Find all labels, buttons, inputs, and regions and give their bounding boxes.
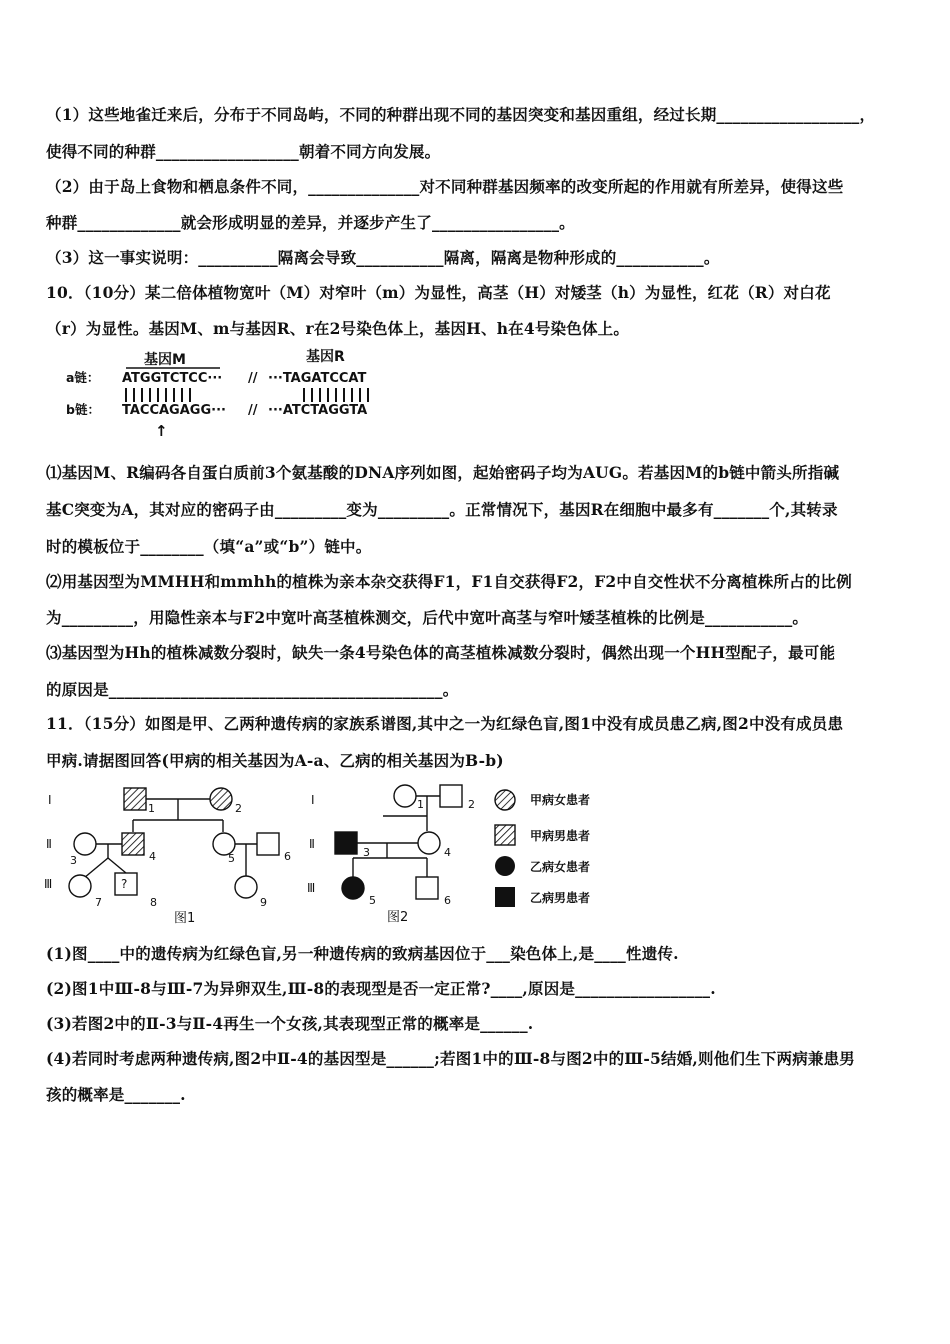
fig2-I1-female bbox=[394, 785, 416, 807]
legend-yi-male-symbol bbox=[495, 887, 515, 907]
q10-sub3-line2: 的原因是__________________________________________。 bbox=[46, 680, 459, 699]
fig1-question-mark: ? bbox=[121, 877, 128, 891]
base-pair-bonds-m bbox=[126, 388, 190, 402]
legend-yi-male-label: 乙病男患者 bbox=[530, 891, 591, 905]
legend-jia-male-symbol bbox=[495, 825, 515, 845]
fig1-num-6: 6 bbox=[284, 850, 291, 863]
fig1-II6-male bbox=[257, 833, 279, 855]
fig1-gen-3: Ⅲ bbox=[44, 877, 53, 891]
fig1-I2-affected-female bbox=[210, 788, 232, 810]
fig2-num-3: 3 bbox=[363, 846, 370, 859]
q10-heading-line2: （r）为显性。基因M、m与基因R、r在2号染色体上，基因H、h在4号染色体上。 bbox=[46, 319, 630, 338]
fig1-II3-female bbox=[74, 833, 96, 855]
b-break-mark: // bbox=[248, 403, 258, 418]
fig1-num-3: 3 bbox=[70, 854, 77, 867]
gene-r-label: 基因R bbox=[306, 349, 345, 365]
q10-heading-line1: 10．（10分）某二倍体植物宽叶（M）对窄叶（m）为显性，高茎（H）对矮茎（h）为显性，红花（R）对白花 bbox=[46, 283, 831, 302]
fig2-III6-male bbox=[416, 877, 438, 899]
q9-part1-line1: （1）这些地雀迁来后，分布于不同岛屿，不同的种群出现不同的基因突变和基因重组，经过长期__________________， bbox=[46, 105, 876, 124]
fig2-num-1: 1 bbox=[417, 798, 424, 811]
q9-part2-line2: 种群_____________就会形成明显的差异，并逐步产生了________________。 bbox=[46, 213, 575, 232]
dna-sequence-figure bbox=[60, 344, 410, 444]
q9-part3: （3）这一事实说明：__________隔离会导致___________隔离，隔离是物种形成的___________。 bbox=[46, 248, 720, 267]
fig1-III7-female bbox=[69, 875, 91, 897]
q10-sub1-line1: ⑴基因M、R编码各自蛋白质前3个氨基酸的DNA序列如图，起始密码子均为AUG。若基因M的b链中箭头所指碱 bbox=[46, 463, 840, 482]
q10-sub2-line1: ⑵用基因型为MMHH和mmhh的植株为亲本杂交获得F1，F1自交获得F2，F2中自交性状不分离植株所占的比例 bbox=[46, 572, 852, 591]
fig2-II3-affected-male bbox=[335, 832, 357, 854]
fig2-III5-affected-female bbox=[342, 877, 364, 899]
q11-heading-line1: 11．（15分）如图是甲、乙两种遗传病的家族系谱图,其中之一为红绿色盲,图1中没有成员患乙病,图2中没有成员患 bbox=[46, 714, 844, 733]
a-break-mark: // bbox=[248, 371, 258, 386]
pedigree-figure-1 bbox=[40, 780, 310, 930]
fig1-caption: 图1 bbox=[174, 911, 196, 926]
legend-yi-female-symbol bbox=[495, 856, 515, 876]
pedigree-legend bbox=[490, 784, 620, 919]
legend-jia-female-symbol bbox=[495, 790, 515, 810]
q11-heading-line2: 甲病.请据图回答(甲病的相关基因为A-a、乙病的相关基因为B-b) bbox=[46, 751, 504, 770]
fig1-gen-2: Ⅱ bbox=[46, 837, 52, 851]
base-pair-bonds-r bbox=[304, 388, 368, 402]
fig2-num-5: 5 bbox=[369, 894, 376, 907]
fig1-num-5: 5 bbox=[228, 852, 235, 865]
b-chain-label: b链： bbox=[66, 402, 100, 417]
fig2-num-4: 4 bbox=[444, 846, 451, 859]
fig2-gen-2: Ⅱ bbox=[309, 837, 315, 851]
pedigree1-generation-labels bbox=[44, 793, 52, 891]
fig1-gen-1: Ⅰ bbox=[48, 793, 52, 807]
fig1-num-8: 8 bbox=[150, 896, 157, 909]
fig2-gen-3: Ⅲ bbox=[307, 881, 316, 895]
fig1-num-7: 7 bbox=[95, 896, 102, 909]
q10-sub1-line2: 基C突变为A，其对应的密码子由_________变为_________。正常情况下，基因R在细胞中最多有_______个,其转录 bbox=[46, 500, 838, 519]
a-chain-seq-r: ···TAGATCCAT bbox=[268, 371, 367, 386]
fig1-num-4: 4 bbox=[149, 850, 156, 863]
b-chain-seq-r: ···ATCTAGGTA bbox=[268, 403, 368, 418]
fig1-num-9: 9 bbox=[260, 896, 267, 909]
a-chain-label: a链： bbox=[66, 370, 100, 385]
legend-yi-female-label: 乙病女患者 bbox=[530, 860, 591, 874]
fig2-I2-male bbox=[440, 785, 462, 807]
q10-sub2-line2: 为_________，用隐性亲本与F2中宽叶高茎植株测交，后代中宽叶高茎与窄叶矮茎植株的比例是___________。 bbox=[46, 608, 809, 627]
fig1-III9-female bbox=[235, 876, 257, 898]
q11-sub2: (2)图1中Ⅲ-8与Ⅲ-7为异卵双生,Ⅲ-8的表现型是否一定正常?____,原因是_________________. bbox=[46, 979, 716, 998]
gene-m-label: 基因M bbox=[144, 352, 186, 368]
fig1-num-2: 2 bbox=[235, 802, 242, 815]
legend-jia-female-label: 甲病女患者 bbox=[530, 793, 591, 807]
q11-sub4-line2: 孩的概率是_______. bbox=[46, 1085, 186, 1104]
q9-part1-line2: 使得不同的种群__________________朝着不同方向发展。 bbox=[46, 142, 441, 161]
a-chain-seq-m: ATGGTCTCC··· bbox=[122, 371, 223, 386]
fig2-num-2: 2 bbox=[468, 798, 475, 811]
fig2-II4-female bbox=[418, 832, 440, 854]
fig2-caption: 图2 bbox=[387, 910, 409, 925]
q10-sub1-line3: 时的模板位于________（填“a”或“b”）链中。 bbox=[46, 537, 372, 556]
q11-sub4-line1: (4)若同时考虑两种遗传病,图2中Ⅱ-4的基因型是______;若图1中的Ⅲ-8与图2中的Ⅲ-5结婚,则他们生下两病兼患男 bbox=[46, 1049, 855, 1068]
fig1-I1-affected-male bbox=[124, 788, 146, 810]
pedigree-figure-2 bbox=[305, 780, 490, 930]
mutation-arrow: ↑ bbox=[155, 422, 168, 440]
q11-sub3: (3)若图2中的Ⅱ-3与Ⅱ-4再生一个女孩,其表现型正常的概率是______. bbox=[46, 1014, 534, 1033]
fig1-II4-affected-male bbox=[122, 833, 144, 855]
fig2-gen-1: Ⅰ bbox=[311, 793, 315, 807]
b-chain-seq-m: TACCAGAGG··· bbox=[122, 403, 226, 418]
fig1-num-1: 1 bbox=[148, 802, 155, 815]
q10-sub3-line1: ⑶基因型为Hh的植株减数分裂时，缺失一条4号染色体的高茎植株减数分裂时，偶然出现一个HH型配子，最可能 bbox=[46, 643, 836, 662]
q9-part2-line1: （2）由于岛上食物和栖息条件不同，______________对不同种群基因频率的改变所起的作用就有所差异，使得这些 bbox=[46, 177, 844, 196]
fig2-num-6: 6 bbox=[444, 894, 451, 907]
legend-jia-male-label: 甲病男患者 bbox=[530, 829, 591, 843]
q11-sub1: (1)图____中的遗传病为红绿色盲,另一种遗传病的致病基因位于___染色体上,是____性遗传. bbox=[46, 944, 679, 963]
